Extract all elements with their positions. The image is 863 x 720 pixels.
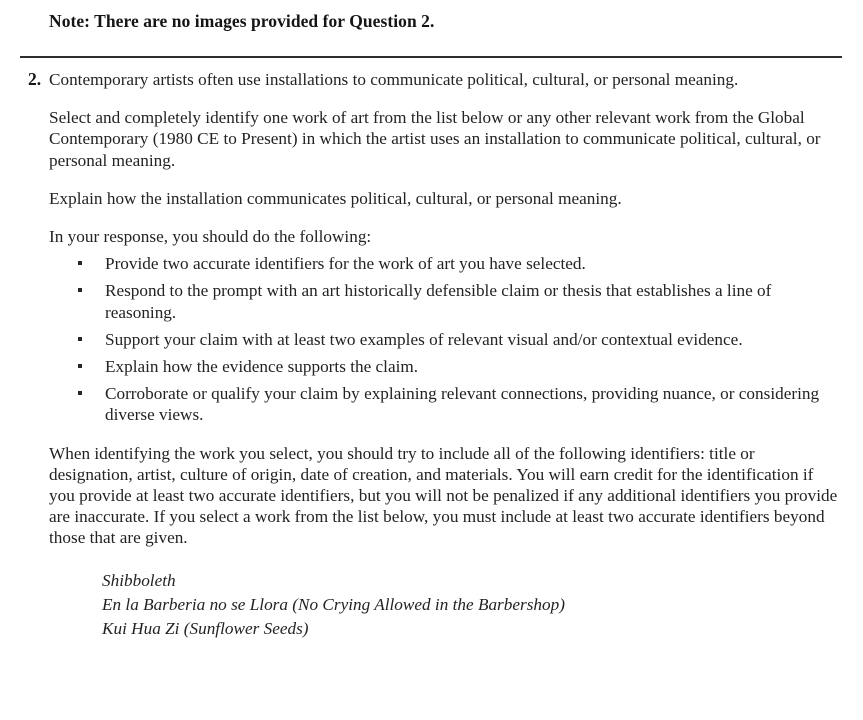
- requirements-list: [49, 253, 840, 425]
- prompt-paragraph-4: In your response, you should do the following:: [49, 227, 372, 247]
- prompt-paragraph-1: Contemporary artists often use installations to communicate political, cultural, or personal meaning.: [49, 70, 739, 89]
- list-item: En la Barberia no se Llora (No Crying Allowed in the Barbershop): [102, 594, 565, 614]
- list-item: Kui Hua Zi (Sunflower Seeds): [102, 618, 309, 638]
- requirement-text: Support your claim with at least two examples of relevant visual and/or contextual evidence.: [105, 329, 743, 349]
- bullet-icon: [78, 391, 82, 395]
- requirement-text: Corroborate or qualify your claim by explaining relevant connections, providing nuance, or considering diverse views.: [105, 384, 820, 425]
- section-divider: [20, 56, 842, 58]
- identifier-instructions: When identifying the work you select, you should try to include all of the following identifiers: title or designation, artist, culture of origin, date of creation, and materials. You will earn credit for the identification if you provide at least two accurate identifiers, but you will not be penalized if any additional identifiers you provide are inaccurate. If you select a work from the list below, you must include at least two accurate identifiers beyond those that are given.: [49, 443, 838, 548]
- requirement-text: Respond to the prompt with an art historically defensible claim or thesis that establishes a line of reasoning.: [105, 281, 772, 322]
- list-item: Shibboleth: [102, 570, 176, 590]
- bullet-icon: [78, 261, 82, 265]
- prompt-paragraph-2: Select and completely identify one work of art from the list below or any other relevant work from the Global Contemporary (1980 CE to Present) in which the artist uses an installation to communicate political, cultural, or personal meaning.: [49, 108, 821, 170]
- list-item: [49, 253, 840, 274]
- bullet-icon: [78, 364, 82, 368]
- list-item: [49, 329, 840, 350]
- no-images-note: Note: There are no images provided for Question 2.: [49, 11, 435, 31]
- list-item: [49, 356, 840, 377]
- question-prompt-text: [49, 69, 840, 641]
- list-item: [49, 280, 840, 322]
- list-item: [49, 383, 840, 425]
- artwork-options-list: [49, 569, 840, 641]
- bullet-icon: [78, 337, 82, 341]
- requirement-text: Explain how the evidence supports the claim.: [105, 357, 419, 377]
- question-number: 2.: [28, 69, 42, 89]
- prompt-paragraph-3: Explain how the installation communicates political, cultural, or personal meaning.: [49, 188, 622, 208]
- bullet-icon: [78, 288, 82, 292]
- requirement-text: Provide two accurate identifiers for the work of art you have selected.: [105, 254, 586, 274]
- question-body: [28, 69, 840, 641]
- question-block: [28, 69, 840, 641]
